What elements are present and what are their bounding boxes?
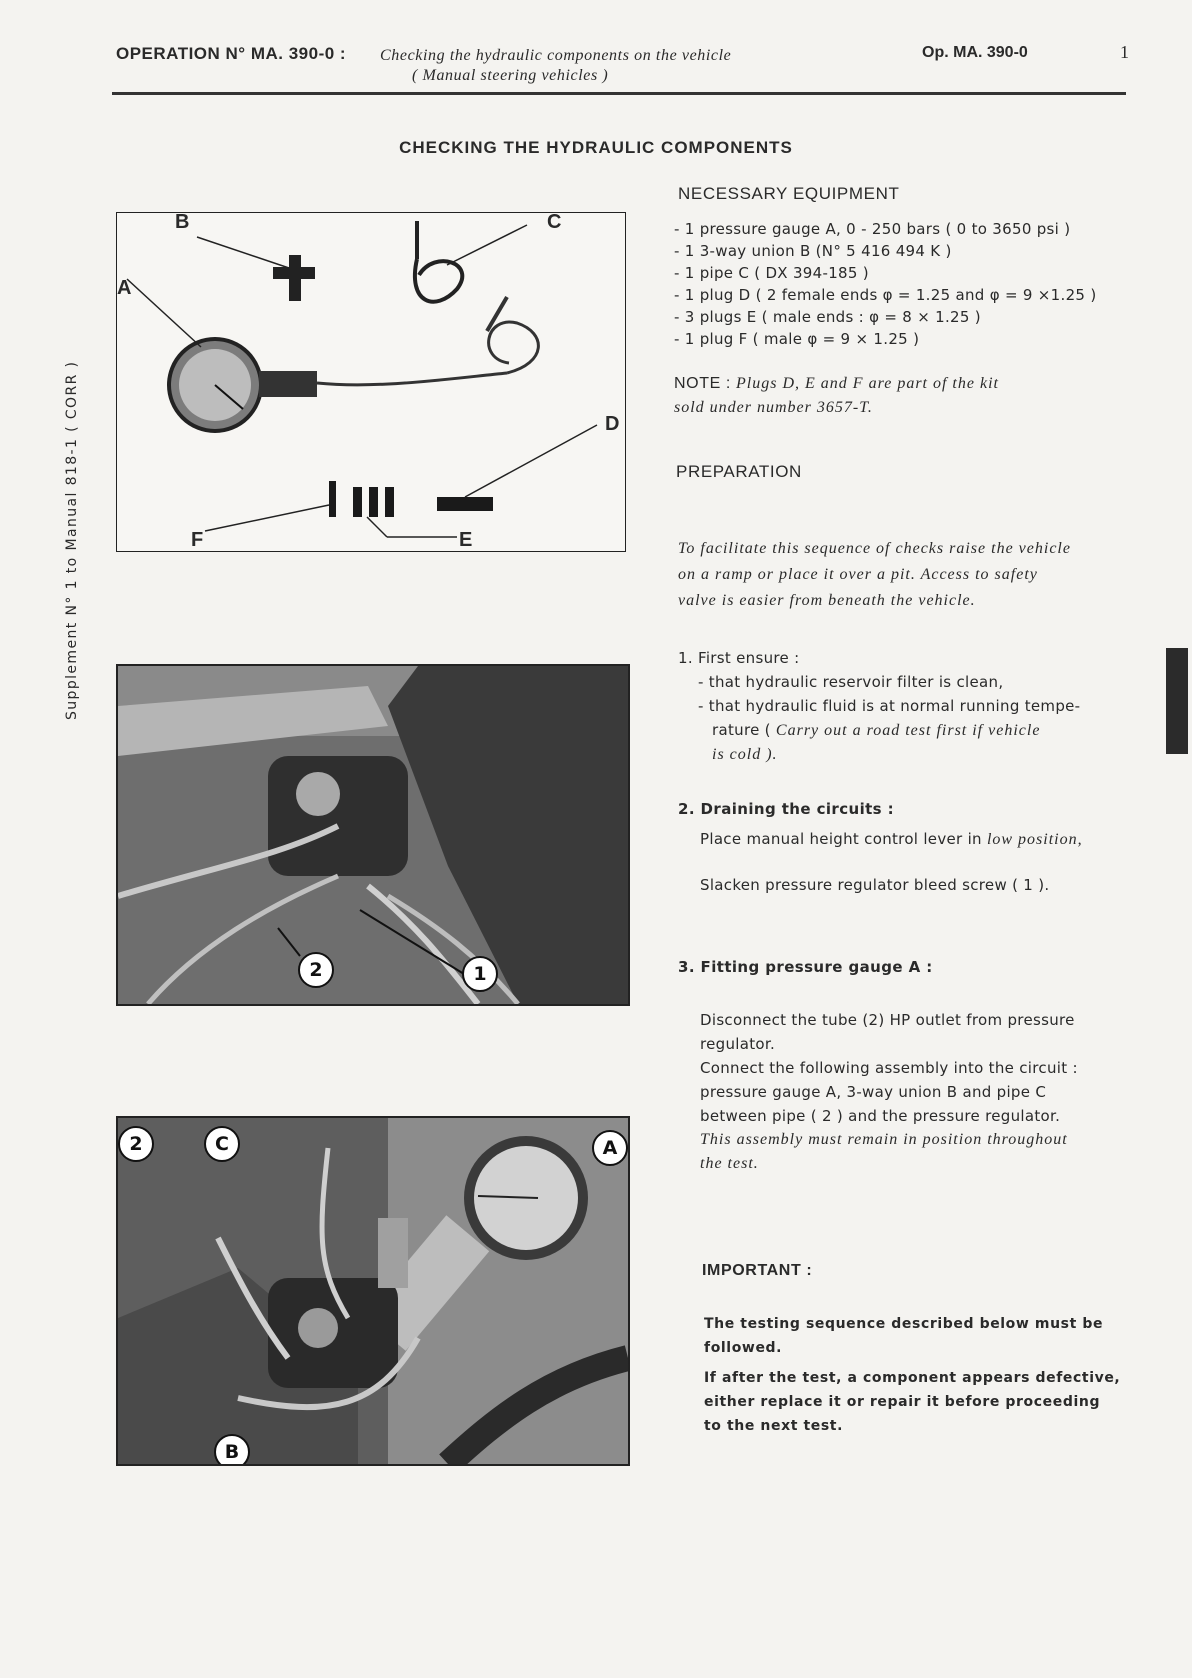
label-f: F <box>191 529 204 551</box>
important-line5: to the next test. <box>704 1418 844 1434</box>
equipment-diagram-art <box>117 213 625 551</box>
equipment-item: - 1 3-way union B (N° 5 416 494 K ) <box>674 242 952 260</box>
important-line1: The testing sequence described below must be <box>704 1316 1104 1332</box>
operation-description <box>380 46 731 86</box>
equipment-list <box>674 218 1174 350</box>
important-body <box>704 1312 1174 1438</box>
callout-b: B <box>214 1434 250 1466</box>
photo-2-art <box>118 1118 628 1464</box>
step-2-line1-italic: low position, <box>986 831 1083 848</box>
equipment-item: - 3 plugs E ( male ends : φ = 8 × 1.25 ) <box>674 308 981 326</box>
step-3-line4: pressure gauge A, 3-way union B and pipe C <box>700 1083 1047 1101</box>
note-prefix: NOTE : <box>674 375 731 392</box>
step-2-line1 <box>700 828 1170 852</box>
supplement-note: Supplement N° 1 to Manual 818-1 ( CORR ) <box>64 360 80 720</box>
step-2-heading: 2. Draining the circuits : <box>678 800 895 818</box>
page-title: CHECKING THE HYDRAULIC COMPONENTS <box>399 138 793 157</box>
step-3-italic1: This assembly must remain in position throughout <box>700 1131 1068 1148</box>
label-a: A <box>117 277 132 299</box>
step-3-line3: Connect the following assembly into the circuit : <box>700 1059 1078 1077</box>
step-3-line1: Disconnect the tube (2) HP outlet from pressure <box>700 1011 1075 1029</box>
important-heading: IMPORTANT : <box>702 1262 813 1279</box>
operation-number: OPERATION N° MA. 390-0 : <box>116 44 347 63</box>
equipment-item: - 1 plug F ( male φ = 9 × 1.25 ) <box>674 330 920 348</box>
important-line4: either replace it or repair it before proceeding <box>704 1394 1101 1410</box>
callout-1: 1 <box>462 956 498 992</box>
label-e: E <box>459 529 473 551</box>
step-3-line5: between pipe ( 2 ) and the pressure regulator. <box>700 1107 1061 1125</box>
step-3-line2: regulator. <box>700 1035 776 1053</box>
label-c: C <box>547 211 562 233</box>
step-1-heading: 1. First ensure : <box>678 649 800 667</box>
step-3-body <box>700 1008 1170 1176</box>
step-3-italic2: the test. <box>700 1155 759 1172</box>
equipment-diagram <box>116 212 626 552</box>
preparation-heading: PREPARATION <box>676 462 802 481</box>
operation-description-line1: Checking the hydraulic components on the vehicle <box>380 47 732 64</box>
equipment-heading: NECESSARY EQUIPMENT <box>678 184 900 203</box>
step-1-line3-plain: rature ( <box>712 721 771 739</box>
step-2-line2: Slacken pressure regulator bleed screw ( 1 ). <box>700 876 1050 894</box>
page-edge-marker <box>1166 648 1188 754</box>
photo-pressure-regulator <box>116 664 630 1006</box>
operation-description-line2: ( Manual steering vehicles ) <box>412 67 609 84</box>
note-line2: sold under number 3657-T. <box>674 399 873 416</box>
preparation-line2: on a ramp or place it over a pit. Access to safety <box>678 566 1038 583</box>
step-1-line1: - that hydraulic reservoir filter is clean, <box>698 673 1004 691</box>
header-rule <box>112 92 1126 95</box>
equipment-item: - 1 pipe C ( DX 394-185 ) <box>674 264 869 282</box>
callout-2: 2 <box>298 952 334 988</box>
step-1-line3-italic: Carry out a road test first if vehicle <box>775 722 1041 739</box>
preparation-line1: To facilitate this sequence of checks raise the vehicle <box>678 540 1071 557</box>
callout-c: C <box>204 1126 240 1162</box>
important-line3: If after the test, a component appears defective, <box>704 1370 1121 1386</box>
label-d: D <box>605 413 620 435</box>
operation-reference: Op. MA. 390-0 <box>922 44 1028 61</box>
equipment-note <box>674 372 1154 420</box>
step-1-line2: - that hydraulic fluid is at normal running tempe- <box>698 697 1081 715</box>
step-1 <box>678 646 1148 767</box>
note-line1: Plugs D, E and F are part of the kit <box>736 375 999 392</box>
photo-1-art <box>118 666 628 1004</box>
label-b: B <box>175 211 190 233</box>
important-line2: followed. <box>704 1340 783 1356</box>
callout-2: 2 <box>118 1126 154 1162</box>
photo-gauge-fitted <box>116 1116 630 1466</box>
step-2-line1-plain: Place manual height control lever in <box>700 830 982 848</box>
step-3-heading: 3. Fitting pressure gauge A : <box>678 958 933 976</box>
equipment-item: - 1 pressure gauge A, 0 - 250 bars ( 0 to 3650 psi ) <box>674 220 1071 238</box>
callout-a: A <box>592 1130 628 1166</box>
preparation-line3: valve is easier from beneath the vehicle. <box>678 592 976 609</box>
page-number: 1 <box>1120 42 1129 62</box>
preparation-text <box>678 536 1158 614</box>
equipment-item: - 1 plug D ( 2 female ends φ = 1.25 and φ = 9 ×1.25 ) <box>674 286 1097 304</box>
step-1-line4: is cold ). <box>712 746 778 763</box>
